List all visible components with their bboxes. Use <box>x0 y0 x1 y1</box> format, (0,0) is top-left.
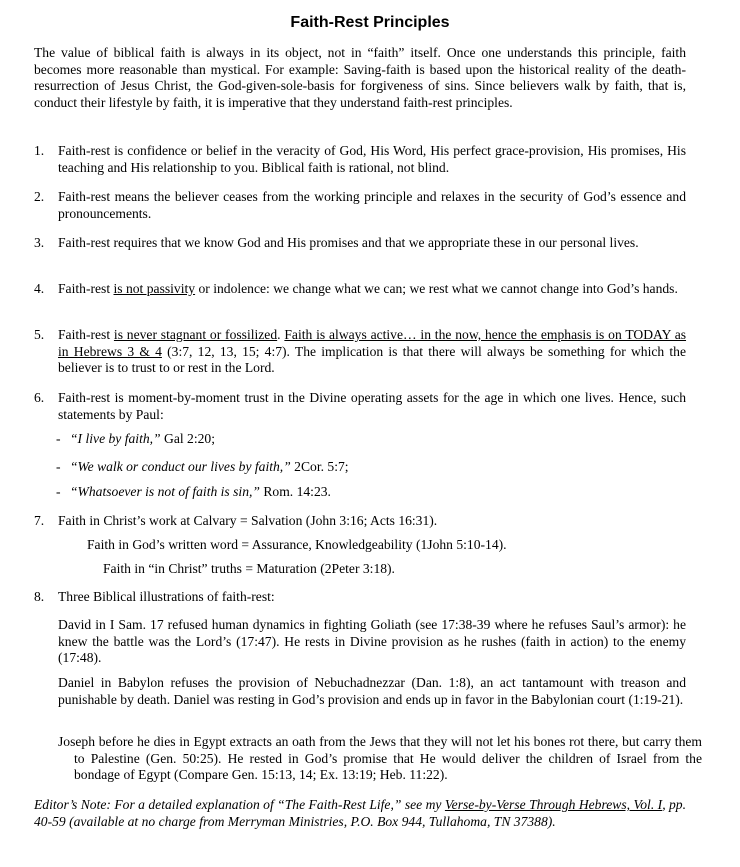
list-item-7 <box>34 513 437 530</box>
page-title: Faith-Rest Principles <box>290 14 450 31</box>
illustration-daniel: Daniel in Babylon refuses the provision of Nebuchadnezzar (Dan. 1:8), an act tantamount with treason and punishable by death. Daniel was resting in God’s provision and ends up in favor in the Babylonian court (1:19-21). <box>58 675 686 707</box>
item-text: Faith-rest requires that we know God and His promises and that we appropriate these in our personal lives. <box>58 235 639 250</box>
underlined-phrase: Faith is always active… in the now, hence the emphasis is on TODAY as in Hebrews 3 & 4 <box>58 327 687 359</box>
illustration-joseph: Joseph before he dies in Egypt extracts an oath from the Jews that they will not let his bones rot there, but carry them to Palestine (Gen. 50:25). He rested in God’s promise that He would deliver the children of Israel from the bondage of Egypt (Compare Gen. 15:13, 14; Ex. 13:19; Heb. 11:22). <box>58 734 702 783</box>
item-number: 7. <box>34 513 45 528</box>
item7-line-2: Faith in God’s written word = Assurance, Knowledgeability (1John 5:10-14). <box>87 537 507 552</box>
editor-note: Editor’s Note: For a detailed explanation of “The Faith-Rest Life,” see my Verse-by-Verse Through Hebrews, Vol. I, pp. 40-59 (available at no charge from Merryman Ministries, P.O. Box 944, Tullahoma, TN 37388). <box>34 797 686 829</box>
item-text: Faith-rest is confidence or belief in the veracity of God, His Word, His perfect grace-provision, His promises, His teaching and His relationship to you. Biblical faith is rational, not blind. <box>58 143 686 175</box>
item-number: 3. <box>34 235 45 250</box>
intro-paragraph: The value of biblical faith is always in its object, not in “faith” itself. Once one understands this principle, faith becomes more reasonable than mystical. For example: Saving-faith is based upon the historical reality of the death-resurrection of Jesus Christ, the God-given-sole-basis for forgiveness of sins. Since believers walk by faith, that is, conduct their lifestyle by faith, it is imperative that they understand faith-rest principles. <box>34 45 686 110</box>
item-number: 4. <box>34 281 45 296</box>
underlined-phrase: is not passivity <box>113 281 196 296</box>
underlined-phrase: is never stagnant or fossilized <box>113 327 278 342</box>
quote-item: - “Whatsoever is not of faith is sin,” Rom. 14:23. <box>56 484 331 499</box>
item-text: Faith in Christ’s work at Calvary = Salvation (John 3:16; Acts 16:31). <box>58 513 438 528</box>
list-item-6 <box>34 390 686 423</box>
item-text: Faith-rest is never stagnant or fossilized. Faith is always active… in the now, hence the emphasis is on TODAY as in Hebrews 3 & 4 (3:7, 12, 13, 15; 4:7). The implication is that there will always be something for which the believer is to trust to or rest in the Lord. <box>58 327 687 376</box>
item-text: Faith-rest means the believer ceases from the working principle and relaxes in the security of God’s essence and pronouncements. <box>58 189 686 221</box>
book-title: Verse-by-Verse Through Hebrews, Vol. I <box>444 797 663 812</box>
item7-line-3: Faith in “in Christ” truths = Maturation (2Peter 3:18). <box>103 561 395 576</box>
item-text: Three Biblical illustrations of faith-rest: <box>58 589 275 604</box>
quote-item: - “I live by faith,” Gal 2:20; <box>56 431 215 446</box>
list-item-3 <box>34 235 686 252</box>
item-number: 8. <box>34 589 45 604</box>
item-number: 6. <box>34 390 45 405</box>
list-item-4 <box>34 281 686 298</box>
illustration-david: David in I Sam. 17 refused human dynamics in fighting Goliath (see 17:38-39 where he refuses Saul’s armor): he knew the battle was the Lord’s (17:47). He rests in Divine provision as he rushes (faith in action) to the enemy (17:48). <box>58 617 686 666</box>
item-text: Faith-rest is not passivity or indolence: we change what we can; we rest what we cannot change into God’s hands. <box>58 281 678 296</box>
item-number: 1. <box>34 143 45 158</box>
list-item-1 <box>34 143 686 176</box>
quote-item: - “We walk or conduct our lives by faith,” 2Cor. 5:7; <box>56 459 349 474</box>
item-text: Faith-rest is moment-by-moment trust in the Divine operating assets for the age in which one lives. Hence, such statements by Paul: <box>58 390 686 422</box>
item-number: 2. <box>34 189 45 204</box>
list-item-5 <box>34 327 686 377</box>
list-item-2 <box>34 189 686 222</box>
list-item-8 <box>34 589 275 606</box>
item-number: 5. <box>34 327 45 342</box>
